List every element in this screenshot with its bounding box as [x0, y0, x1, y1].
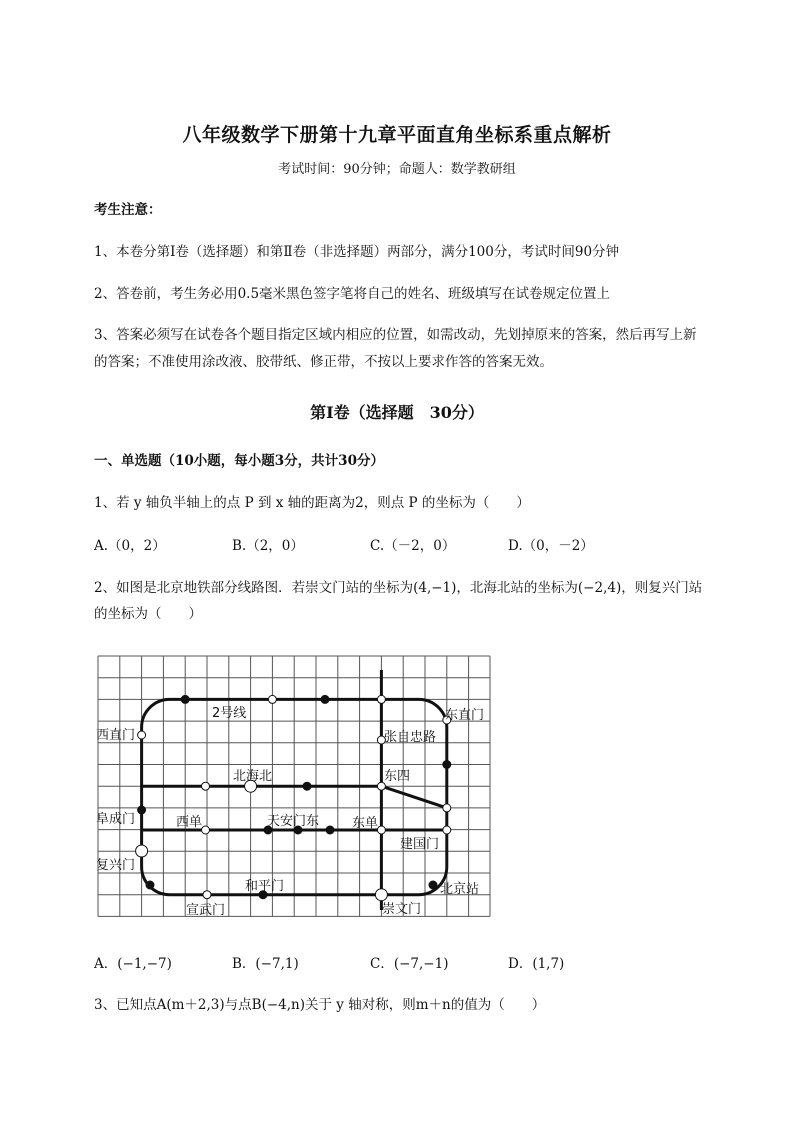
question-2-line-2: 的坐标为（ ）: [94, 606, 202, 622]
label-xizhimen: 西直门: [96, 728, 136, 743]
question-1-option-b[interactable]: B.（2，0）: [232, 538, 304, 554]
label-dongzhimen: 东直门: [445, 708, 485, 723]
page-title: 八年级数学下册第十九章平面直角坐标系重点解析: [182, 124, 612, 146]
line-dongsi-branch: [381, 786, 446, 808]
question-1-option-a[interactable]: A.（0，2）: [94, 538, 166, 554]
label-hepingmen: 和平门: [245, 879, 285, 894]
label-line-2: 2号线: [212, 706, 247, 721]
label-fuchengmen: 阜成门: [96, 812, 136, 827]
label-chongwenmen: 崇文门: [382, 902, 422, 917]
question-2-line-1: 2、如图是北京地铁部分线路图．若崇文门站的坐标为(4,−1)，北海北站的坐标为(−2,4)，则复兴门站: [94, 580, 703, 596]
question-1-option-d[interactable]: D.（0，－2）: [508, 538, 594, 554]
question-2-option-b[interactable]: B．(−7,1): [232, 956, 299, 972]
question-2-option-c[interactable]: C．(−7,−1): [370, 956, 449, 972]
notice-item-1: 1、本卷分第I卷（选择题）和第Ⅱ卷（非选择题）两部分，满分100分，考试时间90分钟: [94, 244, 620, 260]
notice-heading: 考生注意：: [94, 202, 162, 218]
question-1-text: 1、若 y 轴负半轴上的点 P 到 x 轴的距离为2，则点 P 的坐标为（ ）: [94, 495, 530, 511]
exam-info: 考试时间：90分钟；命题人：数学教研组: [278, 162, 516, 177]
label-xidan: 西单: [176, 815, 203, 830]
label-tiananmendong: 天安门东: [267, 814, 320, 829]
notice-item-3-line-2: 的答案；不准使用涂改液、胶带纸、修正带，不按以上要求作答的答案无效。: [94, 354, 553, 370]
label-jianguomen: 建国门: [400, 837, 440, 852]
notice-item-3-line-1: 3、答案必须写在试卷各个题目指定区域内相应的位置，如需改动，先划掉原来的答案，然后再写上新: [94, 327, 697, 343]
subway-map: [90, 650, 500, 925]
label-dongsi: 东四: [384, 769, 411, 784]
part-heading: 一、单选题（10小题，每小题3分，共计30分）: [94, 453, 384, 469]
question-3-text: 3、已知点A(m＋2,3)与点B(−4,n)关于 y 轴对称，则m＋n的值为（ ）: [94, 997, 546, 1013]
label-zhangzizhonglu: 张自忠路: [384, 730, 437, 745]
question-2-option-a[interactable]: A．(−1,−7): [94, 956, 172, 972]
label-beihaibei: 北海北: [233, 769, 273, 784]
question-1-option-c[interactable]: C.（－2，0）: [370, 538, 456, 554]
question-2-option-d[interactable]: D．(1,7): [508, 956, 565, 972]
label-beijingzhan: 北京站: [440, 882, 480, 897]
label-xuanwumen: 宣武门: [186, 903, 226, 918]
notice-item-2: 2、答卷前，考生务必用0.5毫米黑色签字笔将自己的姓名、班级填写在试卷规定位置上: [94, 286, 611, 302]
label-fuxingmen: 复兴门: [96, 858, 136, 873]
section-title: 第I卷（选择题 30分）: [310, 403, 484, 422]
label-dongdan: 东单: [352, 816, 379, 831]
